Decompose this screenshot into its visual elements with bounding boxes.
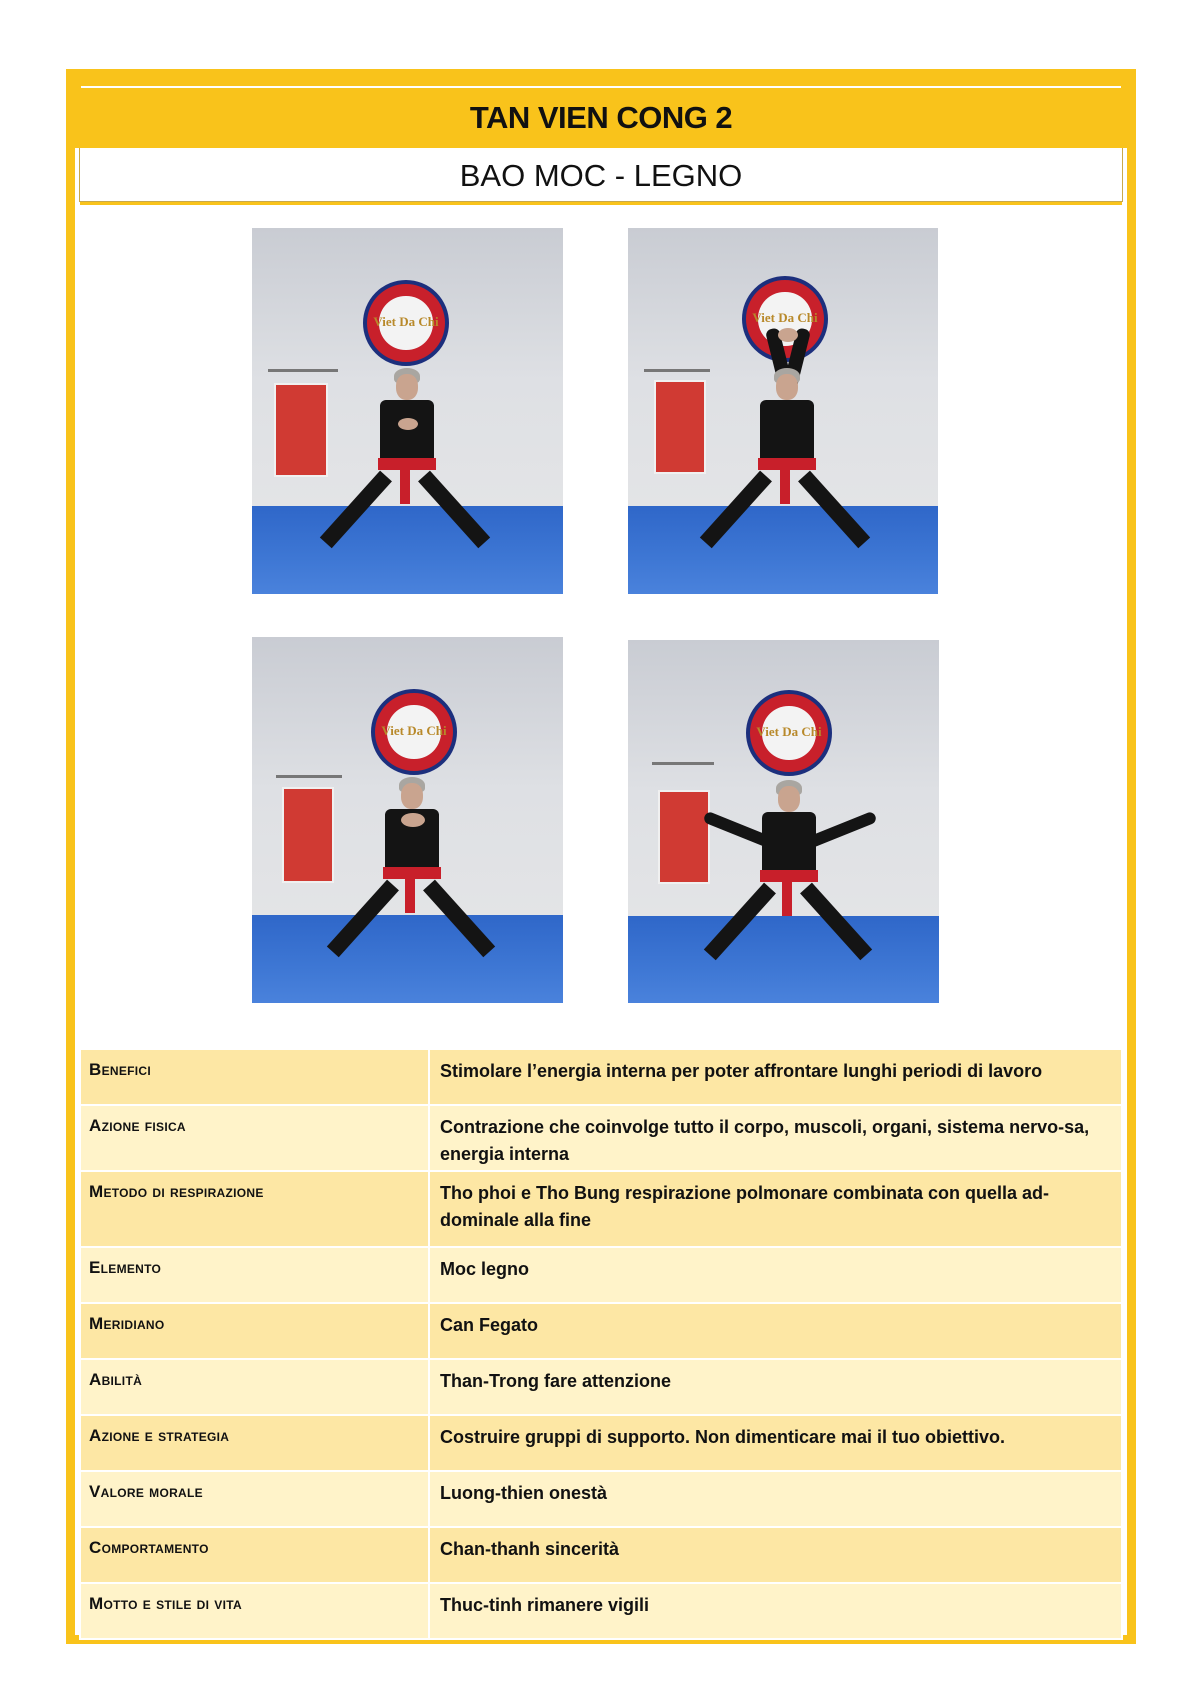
banner-pole [652, 762, 714, 765]
table-row [80, 1303, 1122, 1359]
dojo-logo [746, 690, 832, 776]
subtitle-underline [80, 202, 1122, 205]
row-value: Can Fegato [429, 1303, 1122, 1359]
dojo-logo [371, 689, 457, 775]
page-frame [66, 69, 1136, 1644]
dojo-logo [363, 280, 449, 366]
photo-pose-2 [628, 228, 938, 594]
page-title: TAN VIEN CONG 2 [469, 100, 733, 135]
row-value: Luong-thien onestà [429, 1471, 1122, 1527]
photo-pose-3 [252, 637, 563, 1003]
subtitle-bar [79, 148, 1123, 202]
table-row [80, 1415, 1122, 1471]
row-label: Abilità [80, 1359, 429, 1415]
dojo-logo-text: Viet Da Chi [373, 313, 439, 329]
table-row [80, 1171, 1122, 1247]
row-value: Contrazione che coinvolge tutto il corpo, muscoli, organi, sistema nervo-sa, energia interna [429, 1105, 1122, 1171]
row-label: Benefici [80, 1049, 429, 1105]
title-bar [75, 78, 1127, 148]
practitioner-figure [302, 368, 512, 568]
row-label: Azione e strategia [80, 1415, 429, 1471]
dojo-logo-text: Viet Da Chi [756, 723, 822, 739]
row-label: Motto e stile di vita [80, 1583, 429, 1639]
row-label: Metodo di respirazione [80, 1171, 429, 1247]
table-row [80, 1247, 1122, 1303]
practitioner-figure [680, 328, 890, 568]
table-row [80, 1049, 1122, 1105]
row-label: Valore morale [80, 1471, 429, 1527]
dojo-logo-text: Viet Da Chi [381, 722, 447, 738]
photo-pose-4 [628, 640, 939, 1003]
row-value: Than-Trong fare attenzione [429, 1359, 1122, 1415]
practitioner-figure [307, 777, 517, 977]
table-row [80, 1527, 1122, 1583]
table-row [80, 1105, 1122, 1171]
row-value: Tho phoi e Tho Bung respirazione polmonare combinata con quella ad-dominale alla fine [429, 1171, 1122, 1247]
table-row [80, 1359, 1122, 1415]
row-label: Azione fisica [80, 1105, 429, 1171]
row-value: Stimolare l’energia interna per poter affrontare lunghi periodi di lavoro [429, 1049, 1122, 1105]
photo-pose-1 [252, 228, 563, 594]
page-subtitle: BAO MOC - LEGNO [459, 158, 743, 193]
row-label: Meridiano [80, 1303, 429, 1359]
row-label: Elemento [80, 1247, 429, 1303]
table-row [80, 1583, 1122, 1639]
row-value: Moc legno [429, 1247, 1122, 1303]
row-value: Thuc-tinh rimanere vigili [429, 1583, 1122, 1639]
row-value: Chan-thanh sincerità [429, 1527, 1122, 1583]
info-table [79, 1048, 1123, 1640]
row-value: Costruire gruppi di supporto. Non dimenticare mai il tuo obiettivo. [429, 1415, 1122, 1471]
row-label: Comportamento [80, 1527, 429, 1583]
dojo-logo-text: Viet Da Chi [752, 309, 818, 325]
practitioner-figure [680, 780, 890, 980]
title-rule [81, 86, 1121, 88]
table-row [80, 1471, 1122, 1527]
